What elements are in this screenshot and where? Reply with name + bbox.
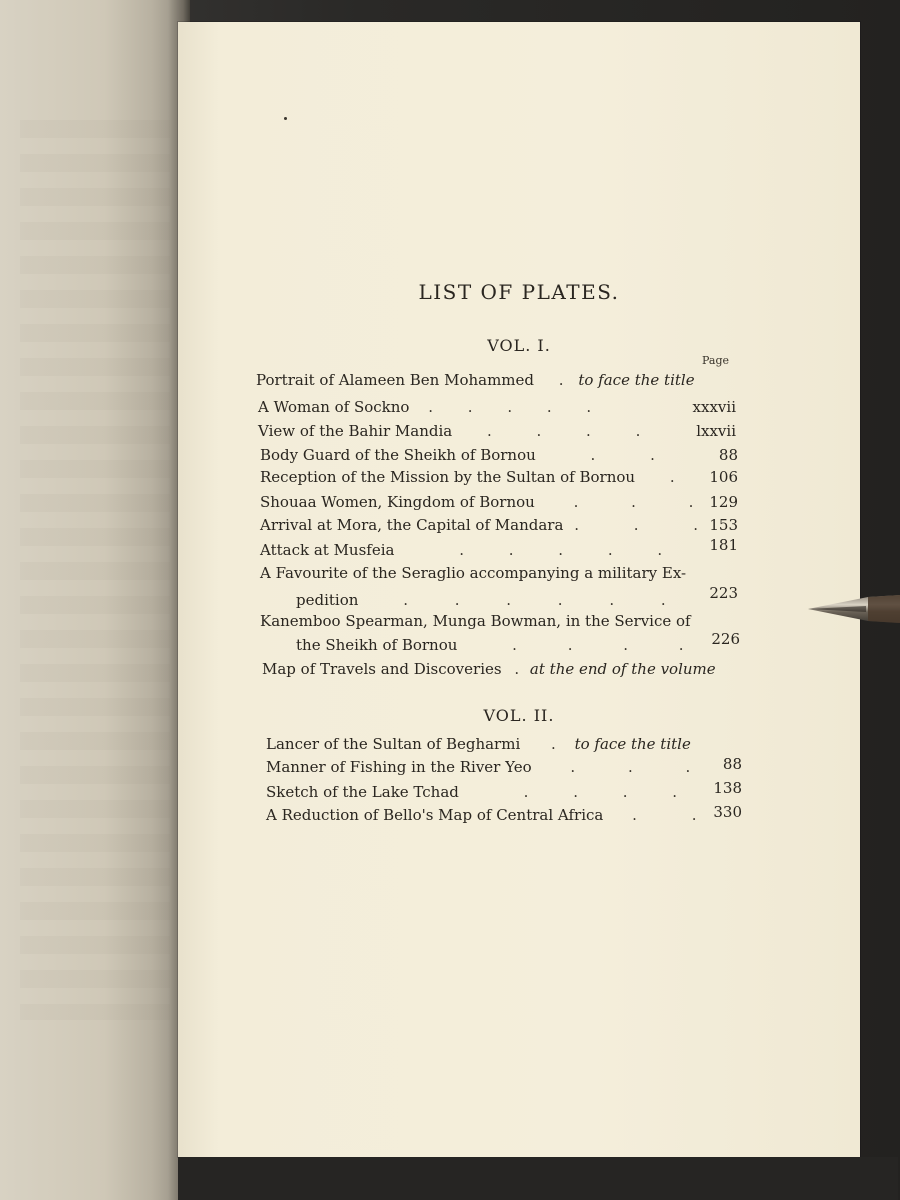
vol1-heading: VOL. I.	[487, 336, 551, 355]
entry-page: 223	[709, 584, 738, 602]
entry-dots: . . . . .	[428, 398, 592, 416]
entry-page: 106	[709, 468, 738, 486]
bottom-shadow	[178, 1157, 898, 1200]
list-item	[256, 371, 695, 389]
entry-title: Map of Travels and Discoveries	[262, 660, 502, 678]
entry-title-continued: the Sheikh of Bornou	[296, 636, 458, 654]
entry-note: to face the title	[578, 371, 695, 389]
page-column-label: Page	[702, 354, 730, 367]
entry-title: Attack at Musfeia	[260, 541, 395, 559]
entry-page: 226	[711, 630, 740, 648]
vol2-heading: VOL. II.	[483, 706, 555, 725]
list-item	[266, 803, 742, 824]
entry-dots: . .	[632, 806, 697, 824]
entry-title: Kanemboo Spearman, Munga Bowman, in the Service of	[260, 612, 691, 630]
entry-page: 330	[713, 803, 742, 821]
entry-title: A Favourite of the Seraglio accompanying a military Ex-	[260, 564, 687, 582]
entry-note: at the end of the volume	[529, 660, 716, 678]
list-item	[260, 564, 738, 582]
entry-title: Portrait of Alameen Ben Mohammed	[256, 371, 534, 389]
entry-dots: . . . .	[512, 636, 684, 654]
entry-page: 88	[722, 755, 742, 773]
entry-dots: .	[514, 660, 520, 678]
list-item	[258, 398, 736, 416]
entry-dots: .	[551, 735, 556, 753]
list-item	[260, 446, 738, 464]
entry-dots: . . . . .	[459, 541, 663, 559]
list-item	[266, 755, 742, 776]
entry-title: A Reduction of Bello's Map of Central Africa	[266, 806, 604, 824]
entry-dots: . . .	[574, 516, 699, 534]
list-item	[260, 493, 738, 511]
pen-tip-pointer	[808, 594, 900, 624]
list-item-continuation	[296, 584, 738, 609]
entry-title: Manner of Fishing in the River Yeo	[266, 758, 532, 776]
entry-page: 129	[709, 493, 738, 511]
entry-page: 138	[713, 779, 742, 797]
list-item	[260, 516, 738, 534]
list-item	[266, 779, 742, 801]
entry-title: Sketch of the Lake Tchad	[266, 783, 459, 801]
entry-dots: . . .	[570, 758, 691, 776]
right-page	[178, 22, 860, 1157]
entry-dots: .	[669, 468, 675, 486]
entry-title: Reception of the Mission by the Sultan of Bornou	[260, 468, 636, 486]
list-item	[260, 536, 738, 559]
list-item	[260, 612, 738, 630]
entry-dots: . . . . . .	[403, 591, 666, 609]
entry-page: xxxvii	[692, 398, 736, 416]
paper-speck	[284, 117, 287, 120]
entry-page: 153	[709, 516, 738, 534]
entry-title: Body Guard of the Sheikh of Bornou	[260, 446, 536, 464]
list-item	[258, 422, 736, 440]
entry-dots: . . . .	[486, 422, 641, 440]
list-item	[266, 735, 702, 753]
entry-title: Shouaa Women, Kingdom of Bornou	[260, 493, 535, 511]
entry-dots: . . . .	[523, 783, 678, 801]
entry-title-continued: pedition	[296, 591, 359, 609]
entry-title: A Woman of Sockno	[258, 398, 410, 416]
page-title: LIST OF PLATES.	[418, 280, 620, 304]
entry-page: 88	[718, 446, 738, 464]
entry-title: Arrival at Mora, the Capital of Mandara	[260, 516, 564, 534]
list-item-continuation	[296, 630, 740, 654]
entry-page: lxxvii	[696, 422, 736, 440]
entry-dots: . . .	[573, 493, 694, 511]
entry-note: to face the title	[574, 735, 691, 753]
list-item	[262, 660, 716, 678]
entry-title: Lancer of the Sultan of Begharmi	[266, 735, 521, 753]
left-page-bleed-through	[20, 120, 170, 1020]
entry-dots: . .	[590, 446, 655, 464]
entry-title: View of the Bahir Mandia	[258, 422, 453, 440]
entry-dots: .	[558, 371, 564, 389]
entry-page: 181	[709, 536, 738, 554]
list-item	[260, 468, 738, 486]
